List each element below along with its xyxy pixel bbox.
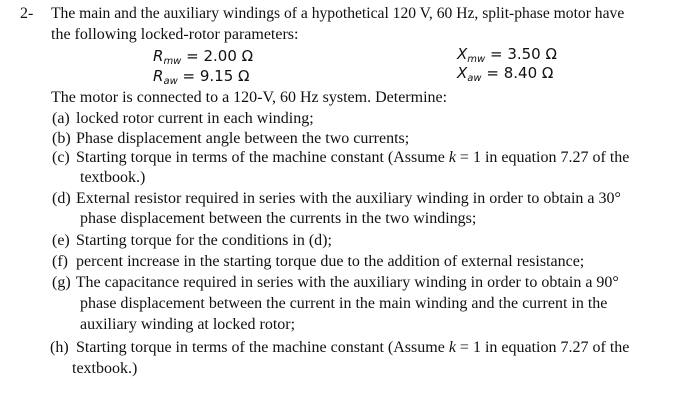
param-xaw-sub: aw bbox=[467, 73, 482, 84]
part-c-text-pre: Starting torque in terms of the machine constant (Assume bbox=[76, 149, 449, 166]
param-raw bbox=[153, 66, 250, 89]
part-c-line-2: textbook.) bbox=[80, 169, 146, 186]
part-h bbox=[50, 338, 629, 358]
part-h-line-2: textbook.) bbox=[72, 360, 138, 377]
part-d-line-2: phase displacement between the currents in the two windings; bbox=[80, 210, 477, 227]
part-b-text: Phase displacement angle between the two currents; bbox=[76, 130, 410, 147]
part-a-marker: (a) bbox=[52, 110, 70, 127]
part-g-text: The capacitance required in series with the auxiliary winding in order to obtain a 90° bbox=[75, 274, 619, 291]
part-g-line-2: phase displacement between the current in the main winding and the current in the bbox=[80, 295, 608, 312]
param-xaw-symbol: X bbox=[457, 64, 468, 82]
part-b bbox=[52, 129, 409, 149]
param-xaw-value: = 8.40 Ω bbox=[486, 64, 554, 82]
param-raw-value: = 9.15 Ω bbox=[182, 67, 250, 85]
intro-line-1: The main and the auxiliary windings of a hypothetical 120 V, 60 Hz, split-phase motor have bbox=[51, 5, 625, 22]
part-a-text: locked rotor current in each winding; bbox=[76, 110, 314, 127]
part-a bbox=[52, 109, 314, 129]
param-rmw-sub: mw bbox=[163, 56, 182, 67]
part-f-text: percent increase in the starting torque due to the addition of external resistance; bbox=[76, 253, 585, 270]
connected-line: The motor is connected to a 120-V, 60 Hz system. Determine: bbox=[51, 89, 448, 106]
part-h-marker: (h) bbox=[50, 339, 69, 356]
part-c-var: k bbox=[448, 149, 456, 166]
param-raw-sub: aw bbox=[163, 76, 178, 87]
param-rmw-symbol: R bbox=[153, 47, 164, 65]
part-e-text: Starting torque for the conditions in (d); bbox=[76, 232, 332, 249]
part-b-marker: (b) bbox=[52, 130, 71, 147]
part-c bbox=[52, 148, 629, 168]
part-c-text-post: = 1 in equation 7.27 of the bbox=[455, 149, 630, 166]
part-d-text: External resistor required in series with the auxiliary winding in order to obtain a 30° bbox=[76, 190, 621, 207]
part-d bbox=[52, 189, 621, 209]
part-c-marker: (c) bbox=[52, 149, 70, 166]
param-xmw-symbol: X bbox=[457, 45, 468, 63]
part-f bbox=[52, 252, 584, 272]
param-rmw-value: = 2.00 Ω bbox=[186, 47, 254, 65]
part-g bbox=[52, 273, 619, 293]
problem-number: 2- bbox=[20, 5, 34, 22]
part-h-text-pre: Starting torque in terms of the machine constant (Assume bbox=[76, 339, 449, 356]
part-g-marker: (g) bbox=[52, 274, 71, 291]
part-g-line-3: auxiliary winding at locked rotor; bbox=[80, 316, 296, 333]
part-f-marker: (f) bbox=[52, 253, 68, 270]
param-xmw-value: = 3.50 Ω bbox=[489, 45, 557, 63]
part-d-marker: (d) bbox=[52, 190, 71, 207]
param-xmw-sub: mw bbox=[467, 54, 486, 65]
part-h-text-post: = 1 in equation 7.27 of the bbox=[455, 339, 630, 356]
param-xaw bbox=[457, 63, 553, 86]
part-e bbox=[52, 231, 332, 251]
part-h-var: k bbox=[448, 339, 456, 356]
param-raw-symbol: R bbox=[153, 67, 164, 85]
part-e-marker: (e) bbox=[52, 232, 70, 249]
intro-line-2: the following locked-rotor parameters: bbox=[51, 26, 299, 43]
